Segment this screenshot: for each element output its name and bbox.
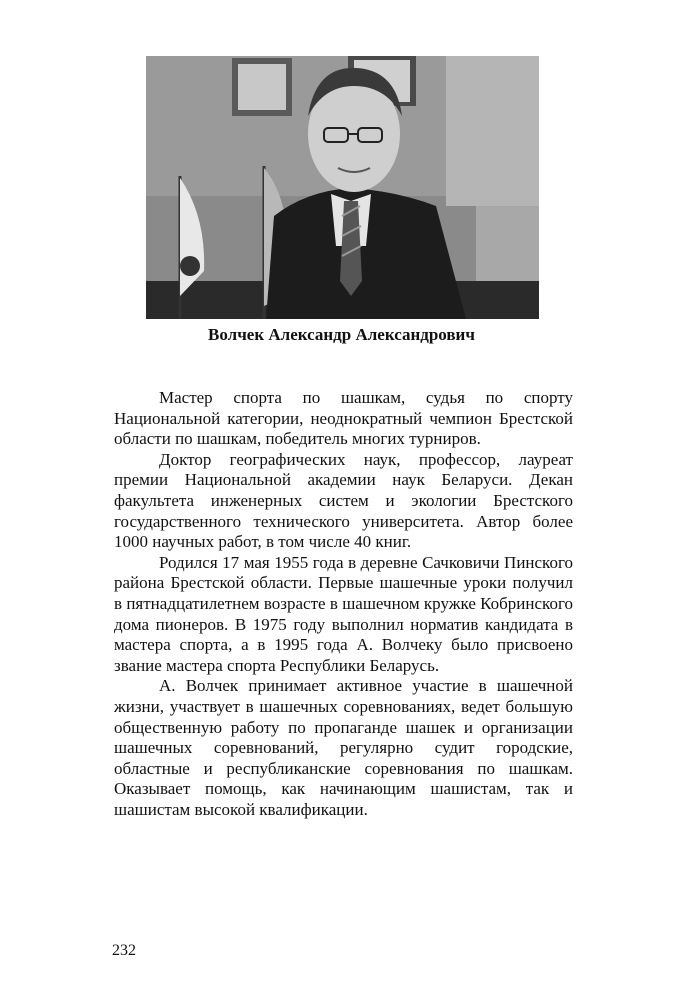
paragraph: Родился 17 мая 1955 года в деревне Сачковичи Пинского района Брестской области. Первые шашечные уроки получил в пятнадцатилетнем возрасте в шашечном кружке Кобринского дома пионеров. В 1975 году выполнил норматив кандидата в мастера спорта, а в 1995 года А. Волчеку было присвоено звание мастера спорта Республики Беларусь.: [114, 552, 573, 675]
paragraph: А. Волчек принимает активное участие в шашечной жизни, участвует в шашечных соревнованиях, ведет большую общественную работу по пропаганде шашек и организации шашечных соревнований, регулярно судит городские, областные и республиканские соревнования по шашкам. Оказывает помощь, как начинающим шашистам, так и шашистам высокой квалификации.: [114, 676, 573, 819]
page-number: 232: [112, 942, 136, 959]
portrait-photo: [146, 56, 539, 319]
photo-caption: Волчек Александр Александрович: [208, 325, 475, 344]
biography-text: [114, 388, 573, 820]
paragraph: Мастер спорта по шашкам, судья по спорту Национальной категории, неоднократный чемпион Брестской области по шашкам, победитель многих турниров.: [114, 388, 573, 449]
portrait-image: [146, 56, 539, 319]
paragraph: Доктор географических наук, профессор, лауреат премии Национальной академии наук Беларуси. Декан факультета инженерных систем и экологии Брестского государственного технического университета. Автор более 1000 научных работ, в том числе 40 книг.: [114, 449, 573, 552]
